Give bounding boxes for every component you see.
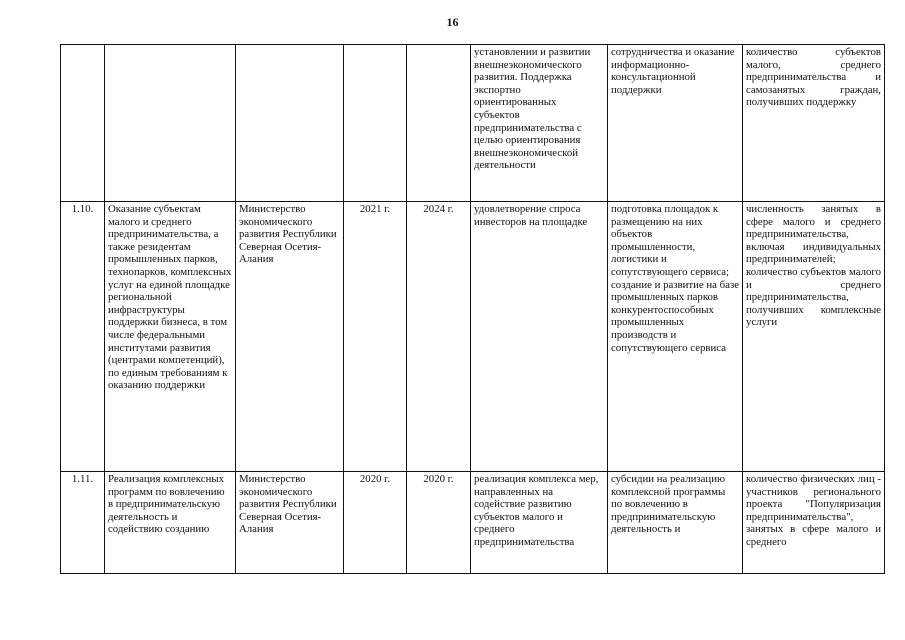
cell-end-year: 2024 г. [407, 202, 471, 472]
table-row [61, 202, 885, 472]
cell-executor: Министерство экономического развития Республики Северная Осетия-Алания [236, 472, 344, 574]
cell-indicator: количество физических лиц - участников регионального проекта "Популяризация предпринимательства", занятых в сфере малого и среднего [743, 472, 885, 574]
cell-result: субсидии на реализацию комплексной программы по вовлечению в предпринимательскую деятельность и [608, 472, 743, 574]
cell-indicator: численность занятых в сфере малого и среднего предпринимательства, включая индивидуальных предпринимателей; количество субъектов малого и среднего предпринимательства, получивших комплексные услуги [743, 202, 885, 472]
cell-indicator: количество субъектов малого, среднего предпринимательства и самозанятых граждан, получивших поддержку [743, 45, 885, 202]
cell-event [105, 45, 236, 202]
cell-result: подготовка площадок к размещению на них объектов промышленности, логистики и сопутствующего сервиса; создание и развитие на базе промышленных парков конкурентоспособных промышленных производств и сопутствующего сервиса [608, 202, 743, 472]
cell-goal: удовлетворение спроса инвесторов на площадке [471, 202, 608, 472]
cell-number: 1.11. [61, 472, 105, 574]
cell-goal: установлении и развитии внешнеэкономического развития. Поддержка экспортно ориентированных субъектов предпринимательства с целью ориентирования внешнеэкономической деятельности [471, 45, 608, 202]
cell-end-year: 2020 г. [407, 472, 471, 574]
cell-executor: Министерство экономического развития Республики Северная Осетия-Алания [236, 202, 344, 472]
cell-start-year: 2020 г. [344, 472, 407, 574]
page-number: 16 [446, 15, 459, 29]
cell-executor [236, 45, 344, 202]
cell-start-year: 2021 г. [344, 202, 407, 472]
cell-event: Оказание субъектам малого и среднего предпринимательства, а также резидентам промышленных парков, технопарков, комплексных услуг на единой площадке региональной инфраструктуры поддержки бизнеса, в том числе федеральными институтами развития (центрами компетенций), по единым требованиям к оказанию поддержки [105, 202, 236, 472]
cell-number: 1.10. [61, 202, 105, 472]
cell-result: сотрудничества и оказание информационно-консультационной поддержки [608, 45, 743, 202]
cell-end-year [407, 45, 471, 202]
table-row [61, 472, 885, 574]
cell-start-year [344, 45, 407, 202]
cell-number [61, 45, 105, 202]
cell-event: Реализация комплексных программ по вовлечению в предпринимательскую деятельность и содействию созданию [105, 472, 236, 574]
table-row [61, 45, 885, 202]
measures-table [60, 44, 885, 574]
cell-goal: реализация комплекса мер, направленных на содействие развитию субъектов малого и среднего предпринимательства [471, 472, 608, 574]
